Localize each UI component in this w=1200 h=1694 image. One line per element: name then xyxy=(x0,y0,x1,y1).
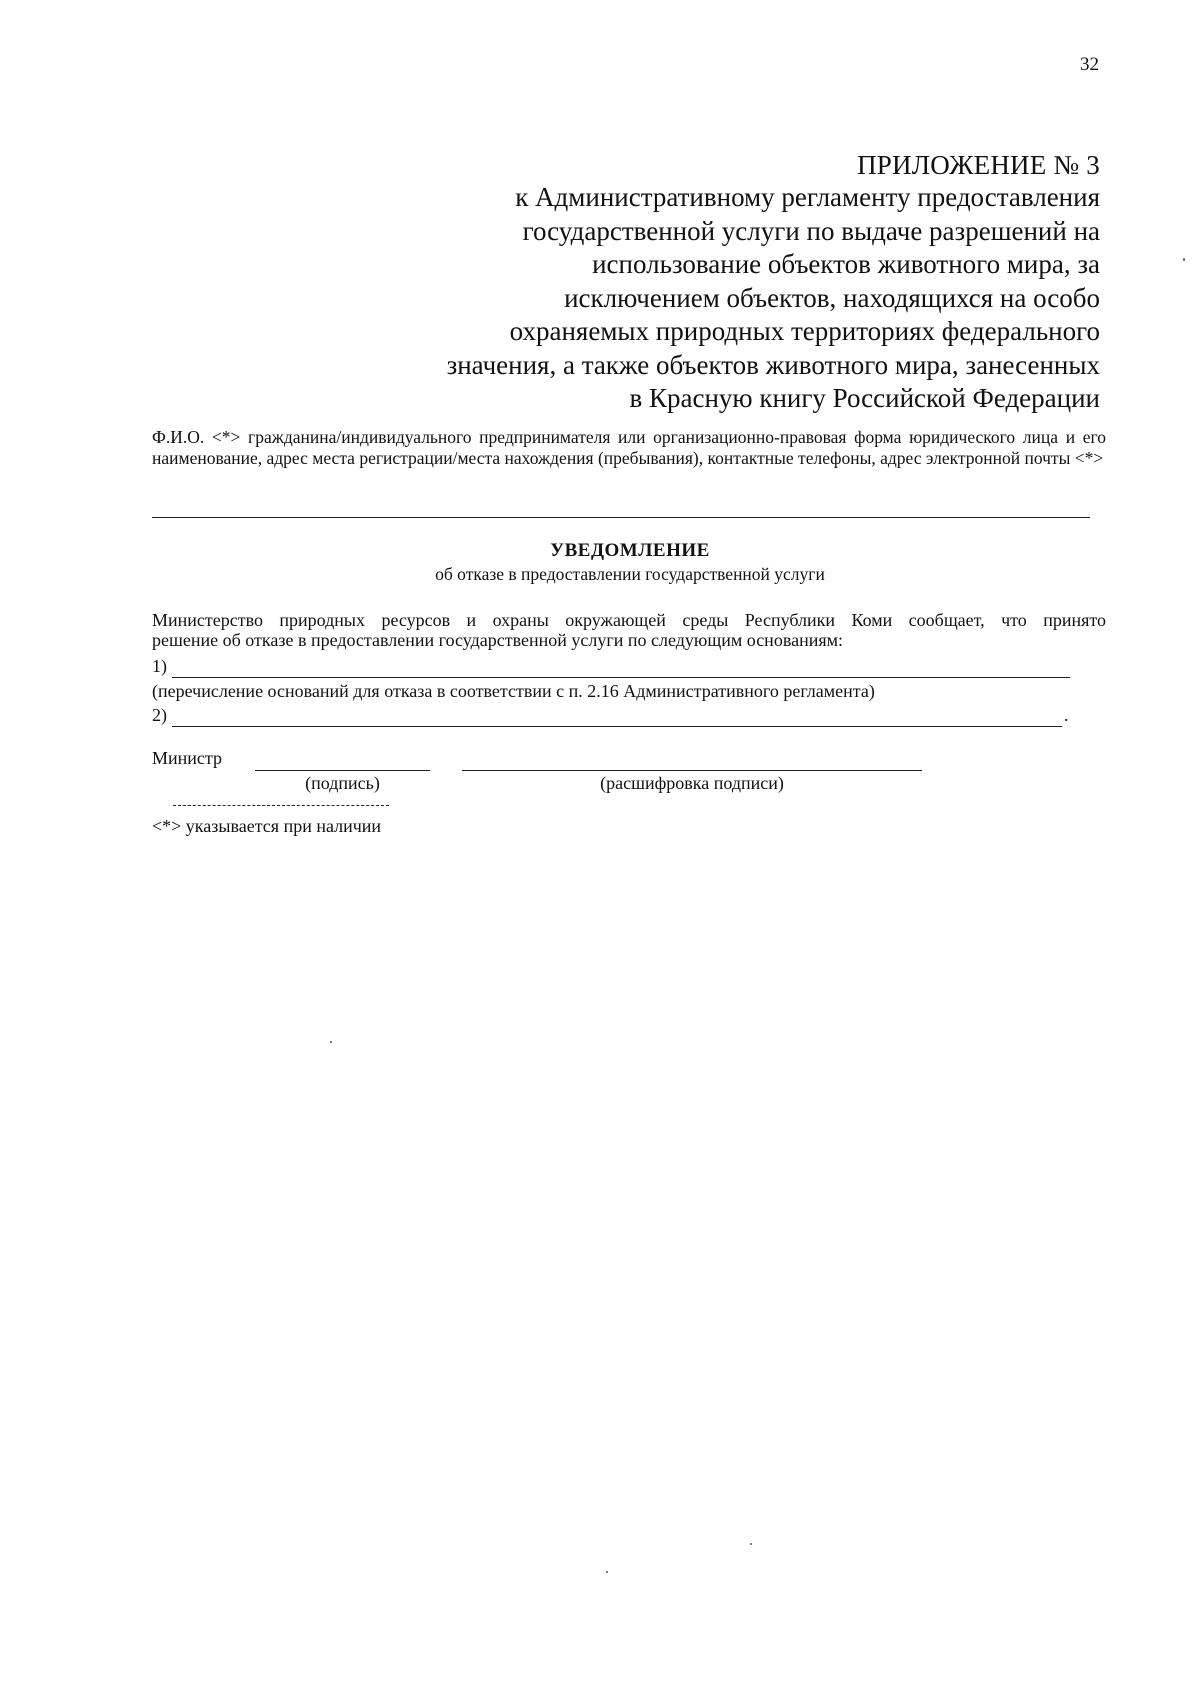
reason-2-label: 2) xyxy=(152,705,167,725)
reason-1-label: 1) xyxy=(152,656,167,676)
signature-line xyxy=(255,770,430,771)
appendix-line: государственной услуги по выдаче разрешений на xyxy=(522,215,1100,246)
scan-speck xyxy=(1183,258,1185,261)
footnote-separator xyxy=(173,805,389,806)
notice-subtitle: об отказе в предоставлении государственной услуги xyxy=(435,564,825,584)
reason-1-fill-line xyxy=(172,677,1070,678)
notice-body-line: решение об отказе в предоставлении государственной услуги по следующим основаниям: xyxy=(152,630,844,650)
scan-speck xyxy=(750,1543,752,1545)
scan-speck xyxy=(330,1041,332,1043)
appendix-line: исключением объектов, находящихся на особо xyxy=(564,282,1100,313)
appendix-line: в Красную книгу Российской Федерации xyxy=(629,383,1100,413)
signature-caption: (подпись) xyxy=(305,773,380,793)
notice-title: УВЕДОМЛЕНИЕ xyxy=(550,540,710,561)
signature-decryption-caption: (расшифровка подписи) xyxy=(600,773,784,793)
reasons-caption: (перечисление оснований для отказа в соответствии с п. 2.16 Административного регламента) xyxy=(152,681,875,701)
appendix-line: использование объектов животного мира, за xyxy=(592,249,1100,279)
notice-body-line: Министерство природных ресурсов и охраны окружающей среды Республики Коми сообщает, что принято xyxy=(152,610,1106,630)
footnote: <*> указывается при наличии xyxy=(152,816,382,836)
reason-2-period: . xyxy=(1064,705,1069,725)
applicant-details-caption: Ф.И.О. <*> гражданина/индивидуального предпринимателя или организационно-правовая форма юридического лица и его наименование, адрес места регистрации/места нахождения (пребывания), контактные телефоны, адрес электронной почты <*> xyxy=(152,427,1106,468)
appendix-title: ПРИЛОЖЕНИЕ № 3 xyxy=(857,150,1100,180)
signature-decryption-line xyxy=(462,770,922,771)
notice-body xyxy=(152,610,1106,650)
reason-2-fill-line xyxy=(172,726,1062,727)
appendix-subtitle xyxy=(380,181,1100,416)
appendix-line: охраняемых природных территориях федерального xyxy=(509,316,1100,346)
applicant-fill-line xyxy=(152,517,1090,518)
scan-speck xyxy=(606,1571,608,1573)
minister-label: Министр xyxy=(152,748,222,768)
appendix-line: к Административному регламенту предоставления xyxy=(515,182,1100,212)
page-number: 32 xyxy=(1080,54,1099,75)
appendix-line: значения, а также объектов животного мира, занесенных xyxy=(446,349,1100,380)
